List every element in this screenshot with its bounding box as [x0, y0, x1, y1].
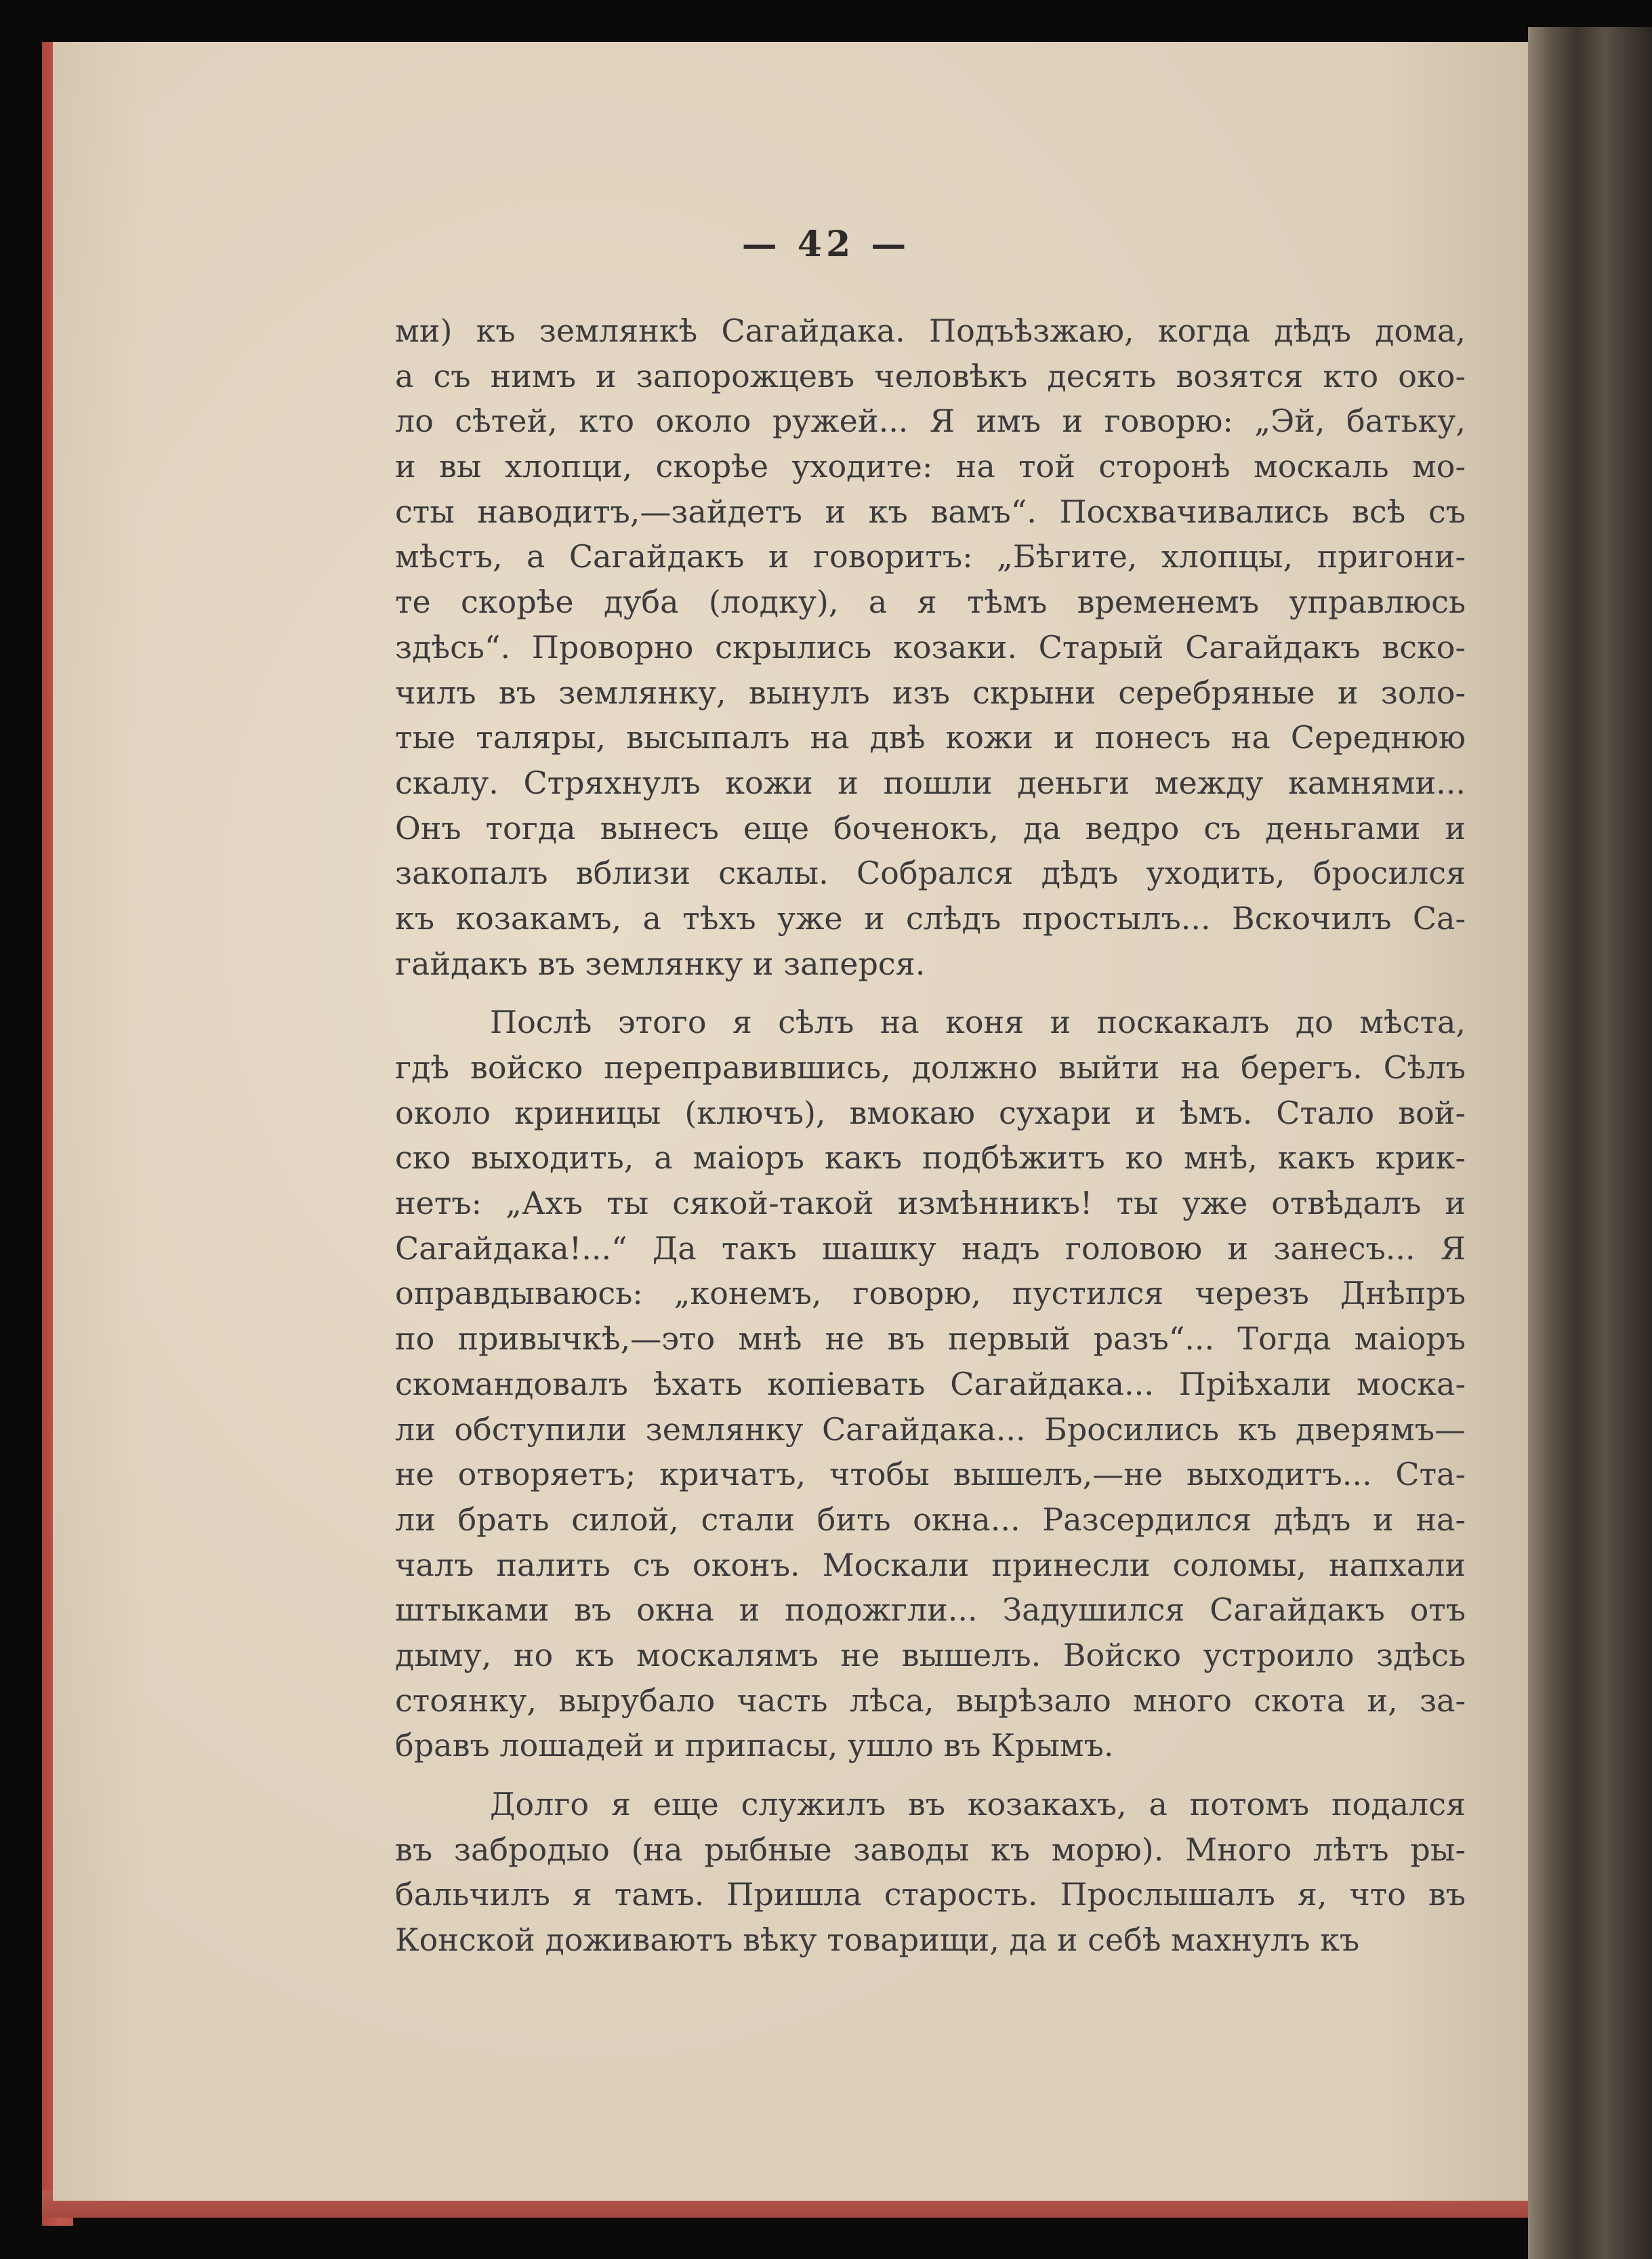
paragraph [395, 308, 1466, 986]
text-line: ско выходить, а маіоръ какъ подбѣжитъ ко мнѣ, какъ крик- [395, 1139, 1466, 1177]
text-line: бравъ лошадей и припасы, ушло въ Крымъ. [395, 1727, 1114, 1764]
text-line: Послѣ этого я сѣлъ на коня и поскакалъ до мѣста, [490, 1004, 1466, 1041]
text-line: къ козакамъ, а тѣхъ уже и слѣдъ простылъ... Вскочилъ Са- [395, 899, 1466, 937]
text-line: ли брать силой, стали бить окна... Разсердился дѣдъ и на- [395, 1501, 1466, 1538]
text-line: ми) къ землянкѣ Сагайдака. Подъѣзжаю, когда дѣдъ дома, [395, 312, 1466, 349]
text-line: бальчилъ я тамъ. Пришла старость. Прослышалъ я, что въ [395, 1876, 1466, 1913]
text-line: чалъ палить съ оконъ. Москали принесли соломы, напхали [395, 1546, 1466, 1583]
text-line: нетъ: „Ахъ ты сякой-такой измѣнникъ! ты уже отвѣдалъ и [395, 1185, 1466, 1222]
text-line: гдѣ войско переправившись, должно выйти на берегъ. Сѣлъ [395, 1049, 1466, 1086]
text-line: и вы хлопци, скорѣе уходите: на той сторонѣ москаль мо- [395, 448, 1466, 485]
text-line: не отворяетъ; кричатъ, чтобы вышелъ,—не выходитъ... Ста- [395, 1456, 1466, 1493]
page-number: — 42 — [741, 224, 911, 265]
text-line: въ забродыо (на рыбные заводы къ морю). Много лѣтъ ры- [395, 1831, 1466, 1868]
text-line: скалу. Стряхнулъ кожи и пошли деньги между камнями... [395, 764, 1466, 801]
text-line: гайдакъ въ землянку и заперся. [395, 945, 926, 982]
text-line: Долго я еще служилъ въ козакахъ, а потомъ подался [490, 1786, 1466, 1823]
text-line: дыму, но къ москалямъ не вышелъ. Войско устроило здѣсь [395, 1636, 1466, 1673]
text-line: Сагайдака!...“ Да такъ шашку надъ головою и занесъ... Я [395, 1229, 1466, 1267]
book-binding-gutter [1528, 27, 1652, 2259]
paragraph [395, 1782, 1466, 1963]
text-line: мѣстъ, а Сагайдакъ и говоритъ: „Бѣгите, хлопцы, пригони- [395, 538, 1466, 575]
text-line: Конской доживаютъ вѣку товарищи, да и себѣ махнулъ къ [395, 1921, 1360, 1959]
text-line: стоянку, вырубало часть лѣса, вырѣзало много скота и, за- [395, 1682, 1466, 1719]
text-line: сты наводитъ,—зайдетъ и къ вамъ“. Посхвачивались всѣ съ [395, 493, 1466, 530]
text-line: оправдываюсь: „конемъ, говорю, пустился черезъ Днѣпръ [395, 1275, 1466, 1312]
text-line: те скорѣе дуба (лодку), а я тѣмъ временемъ управлюсь [395, 584, 1466, 621]
text-line: закопалъ вблизи скалы. Собрался дѣдъ уходить, бросился [395, 855, 1466, 892]
text-line: Онъ тогда вынесъ еще боченокъ, да ведро съ деньгами и [395, 809, 1466, 847]
text-line: около криницы (ключъ), вмокаю сухари и ѣмъ. Стало вой- [395, 1094, 1466, 1131]
paragraph [395, 1000, 1466, 1768]
text-line: тые таляры, высыпалъ на двѣ кожи и понесъ на Середнюю [395, 719, 1466, 756]
text-line: чилъ въ землянку, вынулъ изъ скрыни серебряные и золо- [395, 674, 1466, 711]
text-line: штыками въ окна и подожгли... Задушился Сагайдакъ отъ [395, 1591, 1466, 1629]
text-line: здѣсь“. Проворно скрылись козаки. Старый Сагайдакъ вско- [395, 628, 1466, 666]
paragraph-gap [395, 986, 1466, 1000]
text-line: скомандовалъ ѣхать копіевать Сагайдака... Пріѣхали моска- [395, 1365, 1466, 1402]
text-line: а съ нимъ и запорожцевъ человѣкъ десять возятся кто око- [395, 357, 1466, 394]
text-line: ли обступили землянку Сагайдака... Бросились къ дверямъ— [395, 1410, 1466, 1448]
body-text [395, 308, 1466, 1963]
text-line: ло сѣтей, кто около ружей... Я имъ и говорю: „Эй, батьку, [395, 403, 1466, 440]
paragraph-gap [395, 1768, 1466, 1782]
text-line: по привычкѣ,—это мнѣ не въ первый разъ“... Тогда маіоръ [395, 1320, 1466, 1358]
